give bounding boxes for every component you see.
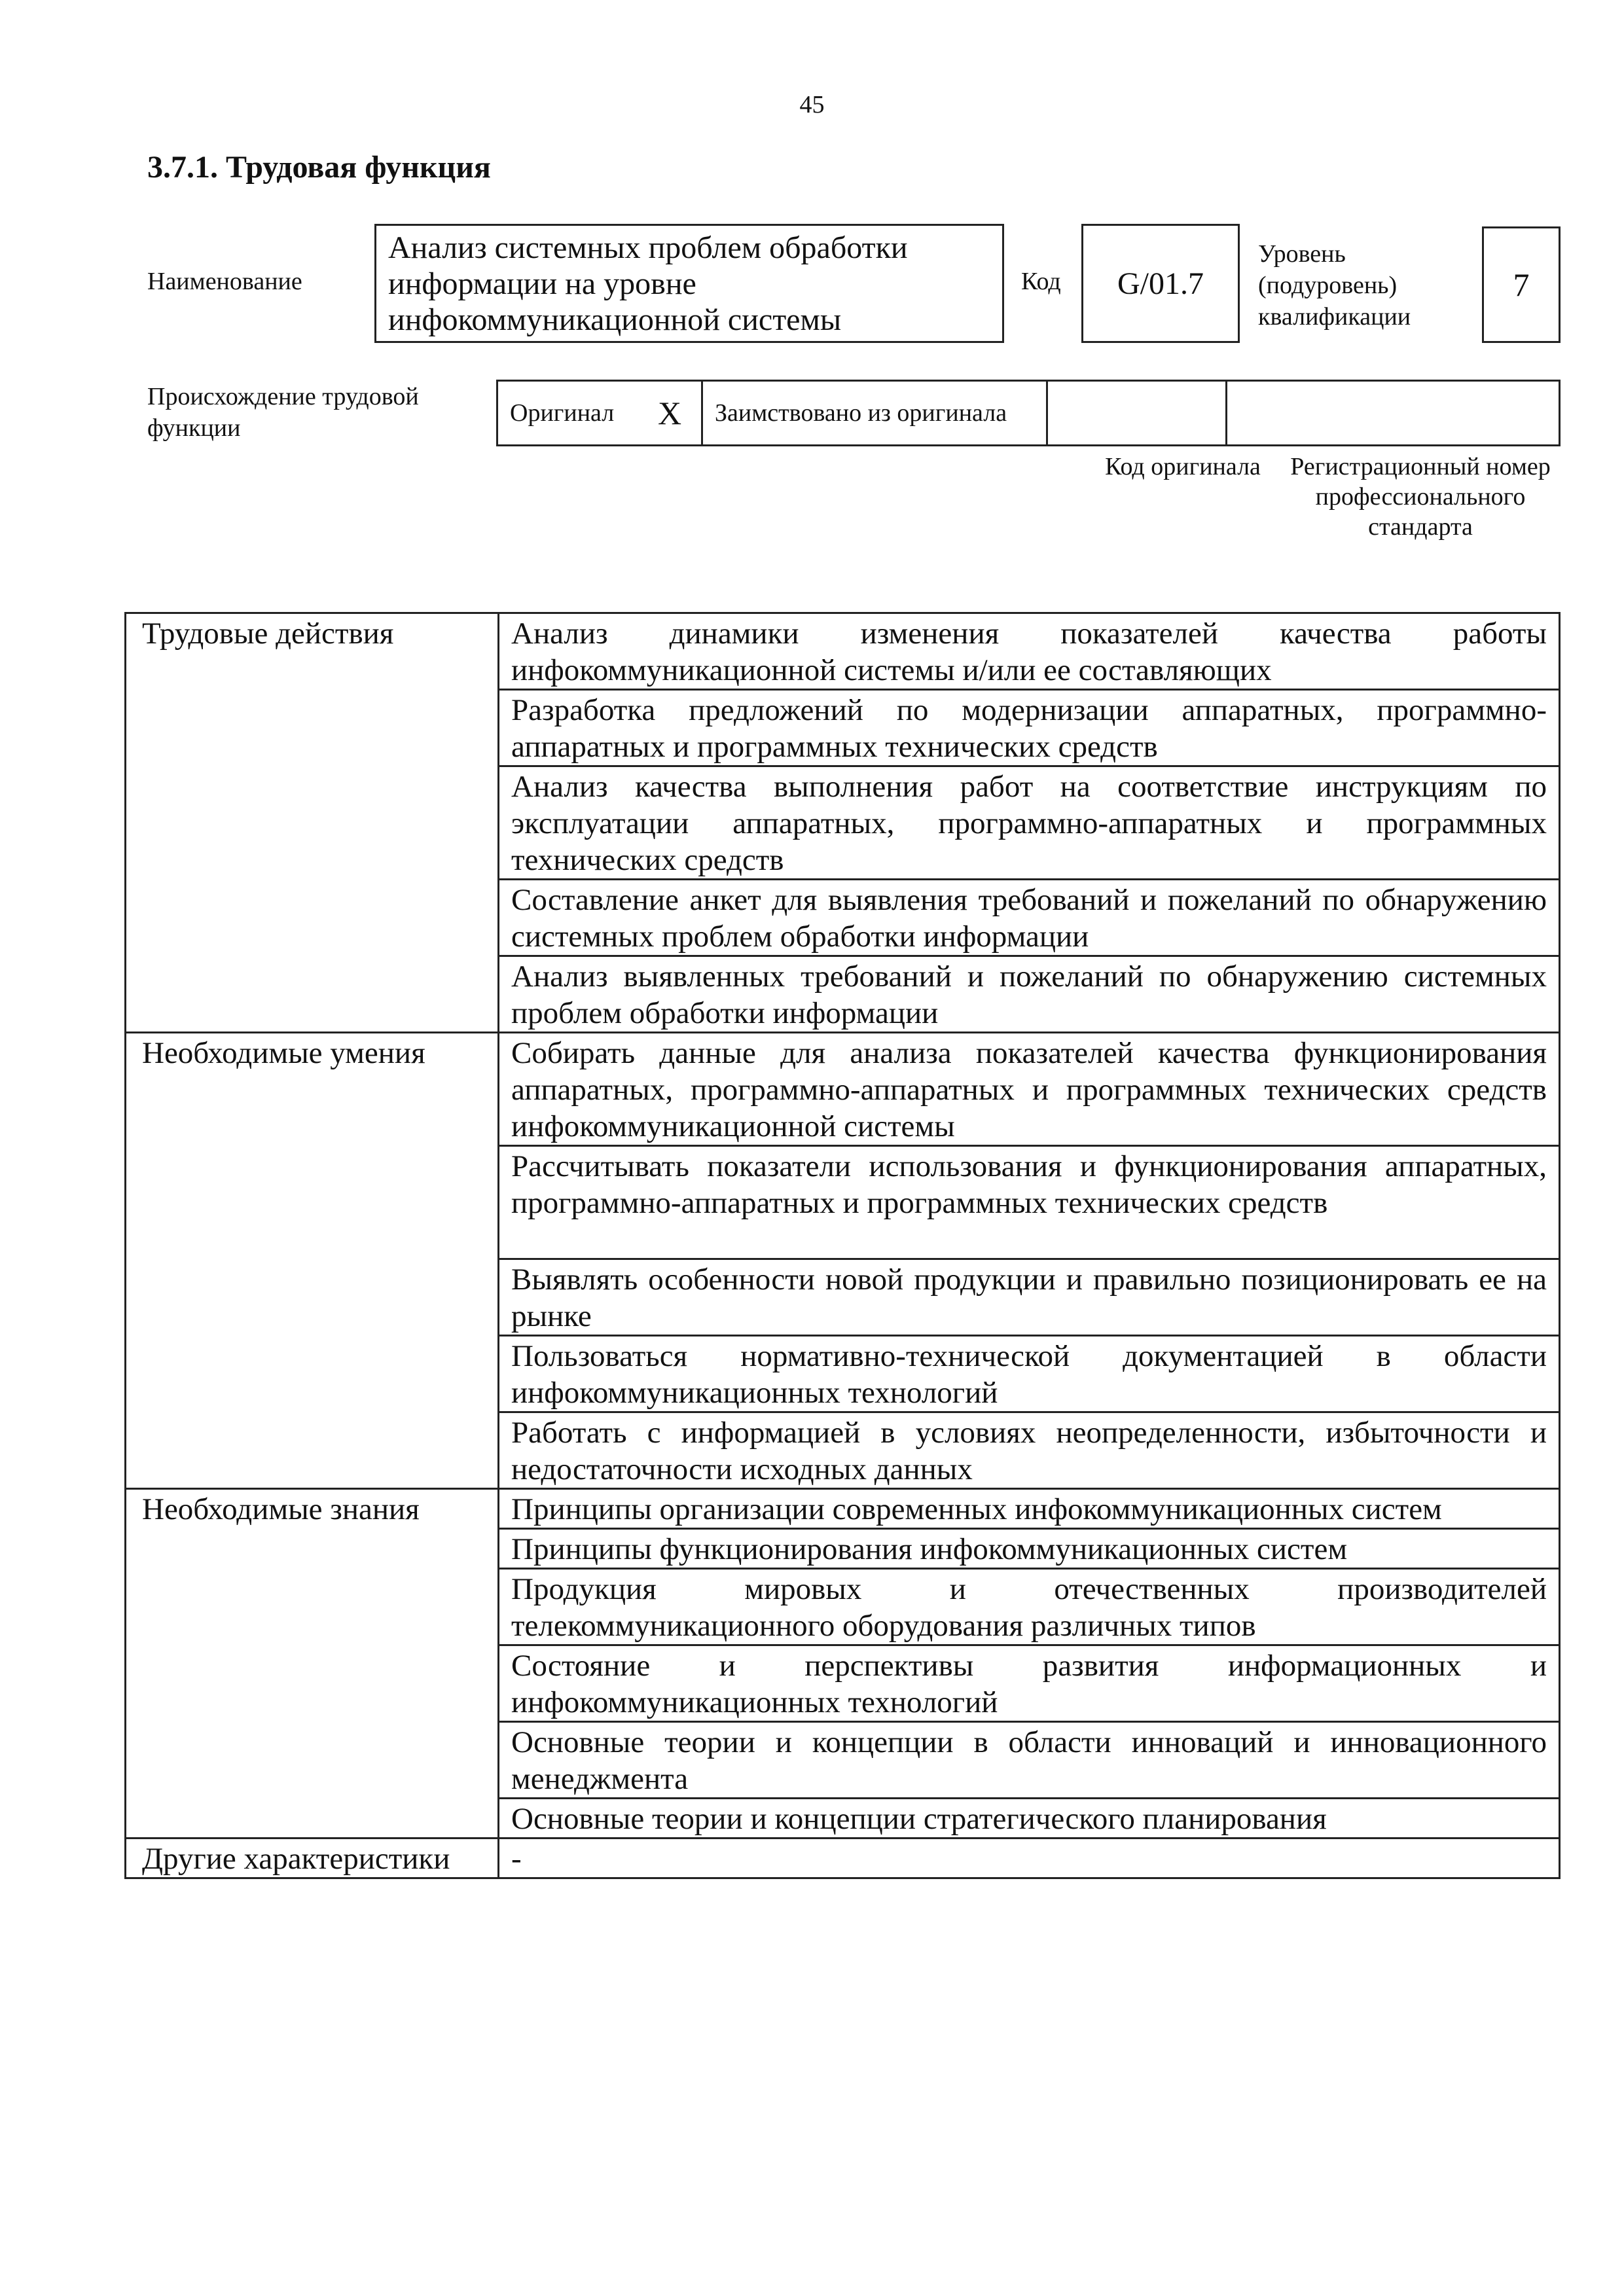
origin-table xyxy=(496,380,1561,446)
code-label: Код xyxy=(1021,268,1061,295)
skill-item: Работать с информацией в условиях неопределенности, избыточности и недостаточности исходных данных xyxy=(499,1412,1560,1489)
name-value-box xyxy=(374,224,1004,343)
level-value: 7 xyxy=(1513,266,1530,303)
borrowed-label: Заимствовано из оригинала xyxy=(715,399,1007,427)
page-number: 45 xyxy=(799,91,825,118)
labor-action-item: Разработка предложений по модернизации аппаратных, программно-аппаратных и программных технических средств xyxy=(499,690,1560,766)
name-value: Анализ системных проблем обработки информации на уровне инфокоммуникационной системы xyxy=(388,230,908,337)
labor-action-item: Анализ динамики изменения показателей качества работы инфокоммуникационной системы и/или ее составляющих xyxy=(499,613,1560,690)
code-original-caption: Код оригинала xyxy=(1105,453,1261,480)
level-value-box xyxy=(1482,226,1561,343)
knowledge-item: Принципы организации современных инфокоммуникационных систем xyxy=(499,1489,1560,1529)
reg-number-caption: Регистрационный номер профессионального стандарта xyxy=(1290,453,1551,541)
knowledge-item: Продукция мировых и отечественных производителей телекоммуникационного оборудования различных типов xyxy=(499,1569,1560,1645)
table-row xyxy=(126,1033,1560,1146)
original-mark: X xyxy=(657,395,682,431)
reg-number-cell xyxy=(1227,381,1560,446)
original-mark-cell xyxy=(638,381,702,446)
section-label-knowledge: Необходимые знания xyxy=(126,1489,499,1839)
section-title: 3.7.1. Трудовая функция xyxy=(147,150,491,185)
section-label-other: Другие характеристики xyxy=(126,1839,499,1878)
original-code-cell xyxy=(1047,381,1227,446)
borrowed-label-cell xyxy=(702,381,1047,446)
original-label: Оригинал xyxy=(510,399,615,427)
knowledge-item: Основные теории и концепции стратегического планирования xyxy=(499,1799,1560,1839)
other-item: - xyxy=(499,1839,1560,1878)
skill-item: Выявлять особенности новой продукции и правильно позиционировать ее на рынке xyxy=(499,1259,1560,1336)
labor-action-item: Анализ выявленных требований и пожеланий по обнаружению системных проблем обработки информации xyxy=(499,956,1560,1033)
labor-action-item: Анализ качества выполнения работ на соответствие инструкциям по эксплуатации аппаратных, программно-аппаратных и программных технических средств xyxy=(499,766,1560,880)
knowledge-item: Принципы функционирования инфокоммуникационных систем xyxy=(499,1529,1560,1569)
section-label-skills: Необходимые умения xyxy=(126,1033,499,1489)
table-row xyxy=(126,1489,1560,1529)
code-value-box xyxy=(1081,224,1240,343)
knowledge-item: Основные теории и концепции в области инноваций и инновационного менеджмента xyxy=(499,1722,1560,1799)
name-label: Наименование xyxy=(147,268,302,295)
table-row xyxy=(126,613,1560,690)
skill-item: Собирать данные для анализа показателей качества функционирования аппаратных, программно-аппаратных и программных технических средств инфокоммуникационной системы xyxy=(499,1033,1560,1146)
level-label: Уровень (подуровень) квалификации xyxy=(1258,240,1411,331)
labor-action-item: Составление анкет для выявления требований и пожеланий по обнаружению системных проблем обработки информации xyxy=(499,880,1560,956)
skill-item: Пользоваться нормативно-технической документацией в области инфокоммуникационных технологий xyxy=(499,1336,1560,1412)
table-row xyxy=(126,1839,1560,1878)
origin-label: Происхождение трудовой функции xyxy=(147,383,419,442)
section-label-actions: Трудовые действия xyxy=(126,613,499,1033)
original-label-cell xyxy=(497,381,639,446)
knowledge-item: Состояние и перспективы развития информационных и инфокоммуникационных технологий xyxy=(499,1645,1560,1722)
skill-item: Рассчитывать показатели использования и функционирования аппаратных, программно-аппаратных и программных технических средств xyxy=(499,1146,1560,1259)
labor-function-table xyxy=(124,612,1561,1879)
code-value: G/01.7 xyxy=(1117,266,1204,301)
